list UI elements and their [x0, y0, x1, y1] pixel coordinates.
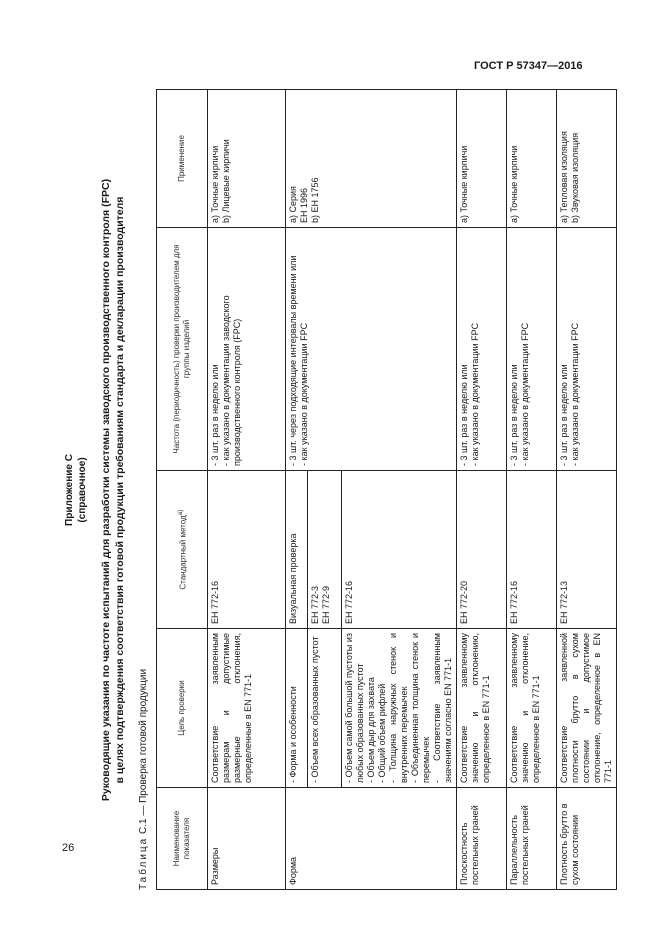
- inspection-table: [156, 89, 617, 890]
- header-application: Применение: [157, 90, 208, 228]
- row-form-purpose-c: [342, 629, 457, 788]
- header-method: [157, 471, 208, 629]
- row-parallelism-frequency-2: - как указано в документации FPC: [520, 322, 530, 466]
- table-row: [286, 90, 308, 890]
- row-parallelism-frequency: [507, 228, 557, 471]
- row-form-frequency-1: - 3 шт. через подходящие интервалы времени или: [288, 255, 298, 466]
- rotated-page-content: [56, 90, 613, 890]
- table-caption-text: — Проверка готовой продукции: [138, 668, 149, 816]
- row-form-purpose-c-2: - Объем дыр для захвата: [366, 677, 376, 783]
- row-form-purpose-c-5: - Объединенная толщина стенок и перемычек: [410, 633, 431, 783]
- row-density-frequency: [557, 228, 617, 471]
- row-parallelism-name: Параллельность постельных граней: [507, 788, 557, 890]
- row-density-purpose: Соответствие заявленной плотности брутто в сухом состоянии и допустимое отклонение, определенное в EN 771-1: [557, 629, 617, 788]
- row-form-method-a: Визуальная проверка: [286, 471, 308, 629]
- row-parallelism-frequency-1: - 3 шт. раз в неделю или: [509, 364, 519, 466]
- document-title-line-1: Руководящие указания по частоте испытаний для разработки системы заводского производственного контроля (FPC): [100, 178, 112, 802]
- header-frequency: Частота (периодичность) проверки производителем для группы изделий: [157, 228, 208, 471]
- row-form-name: Форма: [286, 788, 457, 890]
- header-method-text: Стандартный метод: [178, 515, 188, 590]
- row-parallelism-purpose: Соответствие заявленному значению и отклонение, определенное в EN 771-1: [507, 629, 557, 788]
- appendix-type: (справочное): [77, 457, 88, 523]
- row-density-application-2: b) Звуковая изоляция: [570, 132, 580, 223]
- row-density-application: [557, 90, 617, 228]
- row-density-application-1: a) Тепловая изоляция: [559, 131, 569, 223]
- row-form-application: [286, 90, 457, 228]
- row-size-frequency: [208, 228, 286, 471]
- row-flatness-name: Плоскостность постельных граней: [457, 788, 507, 890]
- row-size-frequency-1: - 3 шт. раз в неделю или: [210, 364, 220, 466]
- row-form-purpose-c-1: - Объем самой большой пустоты из любых образованных пустот: [344, 633, 365, 783]
- table-row: [507, 90, 557, 890]
- row-size-application-2: b) Лицевые кирпичи: [221, 139, 231, 223]
- appendix-label: Приложение С: [64, 454, 75, 526]
- row-density-frequency-2: - как указано в документации FPC: [570, 322, 580, 466]
- row-parallelism-method: ЕН 772-16: [507, 471, 557, 629]
- row-form-purpose-c-3: - Общий объем рифлей: [377, 683, 387, 783]
- row-form-application-3: b) ЕН 1756: [310, 177, 320, 223]
- row-density-method: ЕН 772-13: [557, 471, 617, 629]
- row-form-method-b: [308, 471, 342, 629]
- header-method-sup: a): [176, 509, 184, 516]
- row-flatness-frequency: [457, 228, 507, 471]
- row-form-purpose-c-6: - Соответствие заявленным значениям согласно EN 771-1: [432, 633, 453, 783]
- document-title-line-2: в целях подтверждения соответствия готовой продукции требованиям стандарта и декларации производителя: [114, 196, 126, 784]
- row-size-method: ЕН 772-16: [208, 471, 286, 629]
- row-density-frequency-1: - 3 шт. раз в неделю или: [559, 364, 569, 466]
- row-size-application-1: a) Точные кирпичи: [210, 145, 220, 223]
- row-form-application-1: a) Серия: [288, 186, 298, 223]
- row-form-purpose-c-4: - Толщина наружных стенок и внутренних перемычек: [388, 633, 409, 783]
- page-number: 26: [62, 842, 75, 854]
- row-form-application-2: ЕН 1996: [299, 187, 309, 223]
- row-size-frequency-2: - как указано в документации заводского производственного контроля (FPC): [221, 295, 242, 466]
- table-row: [208, 90, 286, 890]
- row-density-name: Плотность брутто в сухом состоянии: [557, 788, 617, 890]
- row-parallelism-application: a) Точные кирпичи: [507, 90, 557, 228]
- row-form-purpose-b: - Объем всех образованных пустот: [308, 629, 342, 788]
- table-row: [557, 90, 617, 890]
- row-flatness-application: a) Точные кирпичи: [457, 90, 507, 228]
- header-name: Наименование показателя: [157, 788, 208, 890]
- table-caption-number: С.1: [138, 818, 149, 834]
- row-form-method-c: ЕН 772-16: [342, 471, 457, 629]
- header-purpose: Цель проверки: [157, 629, 208, 788]
- table-header-row: [157, 90, 208, 890]
- row-form-method-b-1: ЕН 772-3: [310, 585, 320, 624]
- row-form-frequency: [286, 228, 457, 471]
- standard-code: ГОСТ Р 57347—2016: [474, 60, 583, 72]
- row-size-name: Размеры: [208, 788, 286, 890]
- row-flatness-method: ЕН 772-20: [457, 471, 507, 629]
- row-size-application: [208, 90, 286, 228]
- row-flatness-frequency-1: - 3 шт. раз в неделю или: [459, 364, 469, 466]
- table-caption-prefix: Таблица: [138, 836, 149, 890]
- row-form-method-b-2: ЕН 772-9: [321, 585, 331, 624]
- row-flatness-purpose: Соответствие заявленному значению и отклонению, определенное в EN 771-1: [457, 629, 507, 788]
- table-row: [457, 90, 507, 890]
- row-flatness-frequency-2: - как указано в документации FPC: [470, 322, 480, 466]
- row-form-frequency-2: - как указано в документации FPC: [299, 322, 309, 466]
- row-size-purpose: Соответствие заявленным размерам и допустимые размерные отклонения, определенные в EN 771-1: [208, 629, 286, 788]
- row-form-purpose-a: - Форма и особенности: [286, 629, 308, 788]
- table-caption: [138, 669, 149, 890]
